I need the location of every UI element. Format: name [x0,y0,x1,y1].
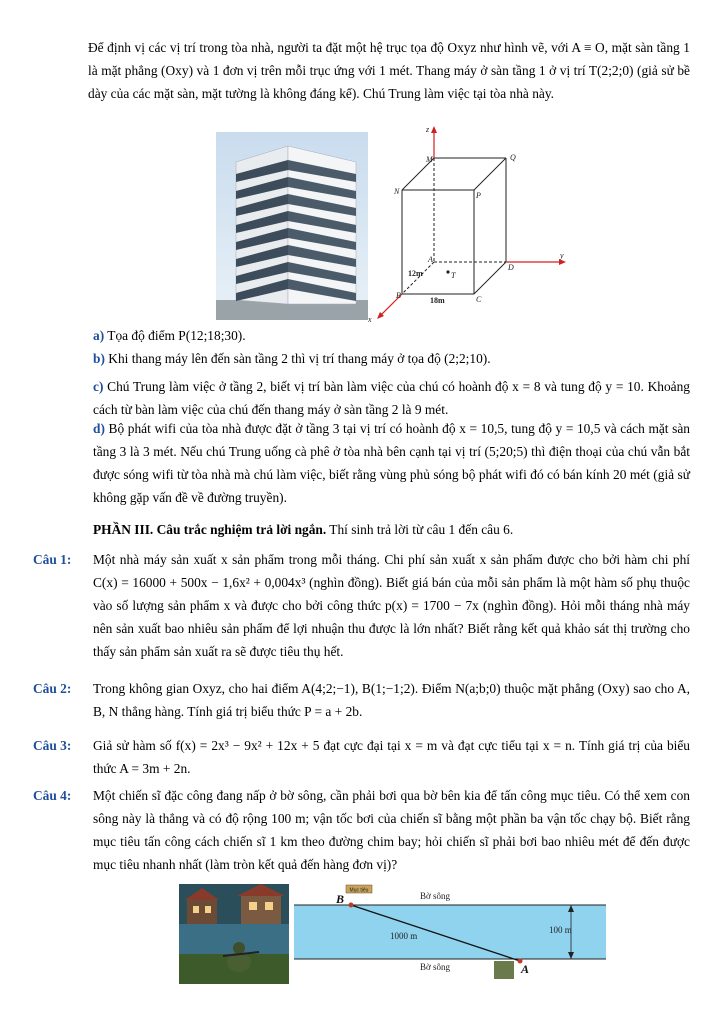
label-12m: 12m [408,269,423,278]
question-3-label: Câu 3: [33,738,72,753]
option-a: a) Tọa độ điểm P(12;18;30). [93,328,246,343]
label-D: D [508,263,514,272]
label-z: z [426,125,430,134]
label-18m: 18m [430,296,445,305]
label-y: y [560,251,564,260]
label-x: x [368,315,372,324]
label-B: B [396,291,401,300]
question-4-text: Một chiến sĩ đặc công đang nấp ở bờ sông, cần phải bơi qua bờ bên kia để tấn công mục tiêu. Có thể xem con sông này là thẳng và có độ rộng 100 m; vận tốc bơi của chiến sĩ bằng một phần ba vận tốc chạy bộ. Biết rằng mục tiêu tấn công cách chiến sĩ 1 km theo đường chim bay; hỏi chiến sĩ phải bơi bao nhiêu mét để đến được mục tiêu nhanh nhất (làm tròn kết quả đến hàng đơn vị)? [93,788,690,872]
part3-heading: PHẦN III. Câu trắc nghiệm trả lời ngắn. Thí sinh trả lời từ câu 1 đến câu 6. [93,522,514,537]
option-b: b) Khi thang máy lên đến sàn tầng 2 thì vị trí thang máy ở tọa độ (2;2;10). [93,351,491,366]
option-d: d) Bộ phát wifi của tòa nhà được đặt ở tầng 3 tại vị trí có hoành độ x = 10,5, tung độ y = 10,5 và cách mặt sàn tầng 3 là 3 mét. Nếu chú Trung uống cà phê ở tòa nhà bên cạnh tại vị trí (5;20;5) thì điện thoại của chú vẫn bắt được sóng wifi từ tòa nhà mà chú làm việc, biết rằng vùng phủ sóng bộ phát wifi đó có bán kính 20 mét (giả sử không gặp vấn đề về đường truyền). [93,421,690,505]
option-c: c) Chú Trung làm việc ở tầng 2, biết vị trí bàn làm việc của chú có hoành độ x = 8 và tung độ y = 10. Khoảng cách từ bàn làm việc của chú đến thang máy ở sàn tầng 2 là 9 mét. [93,379,690,417]
question-1-label: Câu 1: [33,552,72,567]
label-C: C [476,295,482,304]
distance-label: 1000 m [390,931,418,941]
width-label: 100 m [549,925,572,935]
building-illustration [216,132,368,320]
target-sign-label: Mục tiêu [349,887,369,894]
river-diagram [294,883,606,979]
bank-bottom-label: Bờ sông [420,962,451,972]
soldier-scene-image [179,884,289,984]
question-2-text: Trong không gian Oxyz, cho hai điểm A(4;2;−1), B(1;−1;2). Điểm N(a;b;0) thuộc mặt phẳng (Oxy) sao cho A, B, N thẳng hàng. Tính giá trị biểu thức P = a + 2b. [93,681,690,719]
question-4-label: Câu 4: [33,788,72,803]
bank-top-label: Bờ sông [420,891,451,901]
question-2-label: Câu 2: [33,681,72,696]
label-M: M [426,155,433,164]
question-1-text: Một nhà máy sản xuất x sản phẩm trong mỗi tháng. Chi phí sản xuất x sản phẩm được cho bởi hàm chi phí C(x) = 16000 + 500x − 1,6x² + 0,004x³ (nghìn đồng). Biết giá bán của mỗi sản phẩm là một hàm số phụ thuộc vào số lượng sản phẩm x và được cho bởi công thức p(x) = 1700 − 7x (nghìn đồng). Hỏi mỗi tháng nhà máy nên sản xuất bao nhiêu sản phẩm để lợi nhuận thu được là lớn nhất? Biết rằng kết quả khảo sát thị trường cho thấy sản phẩm sản xuất ra sẽ được tiêu thụ hết. [93,552,690,659]
label-P: P [476,191,481,200]
point-B-label: B [336,892,345,906]
label-T: T [451,271,456,280]
label-A: A [428,255,433,264]
label-N: N [394,187,400,196]
label-Q: Q [510,153,516,162]
question-3-text: Giả sử hàm số f(x) = 2x³ − 9x² + 12x + 5 đạt cực đại tại x = m và đạt cực tiểu tại x = n. Tính giá trị của biểu thức A = 3m + 2n. [93,738,690,776]
intro-paragraph: Để định vị các vị trí trong tòa nhà, người ta đặt một hệ trục tọa độ Oxyz như hình vẽ, với A ≡ O, mặt sàn tầng 1 là mặt phẳng (Oxy) và 1 đơn vị trên mỗi trục ứng với 1 mét. Thang máy ở sàn tầng 1 ở vị trí T(2;2;0) (giả sử bề dày của các mặt sàn, mặt tường là không đáng kể). Chú Trung làm việc tại tòa nhà này. [88,40,690,101]
coordinate-box-figure [366,122,576,330]
point-A-label: A [521,962,530,976]
